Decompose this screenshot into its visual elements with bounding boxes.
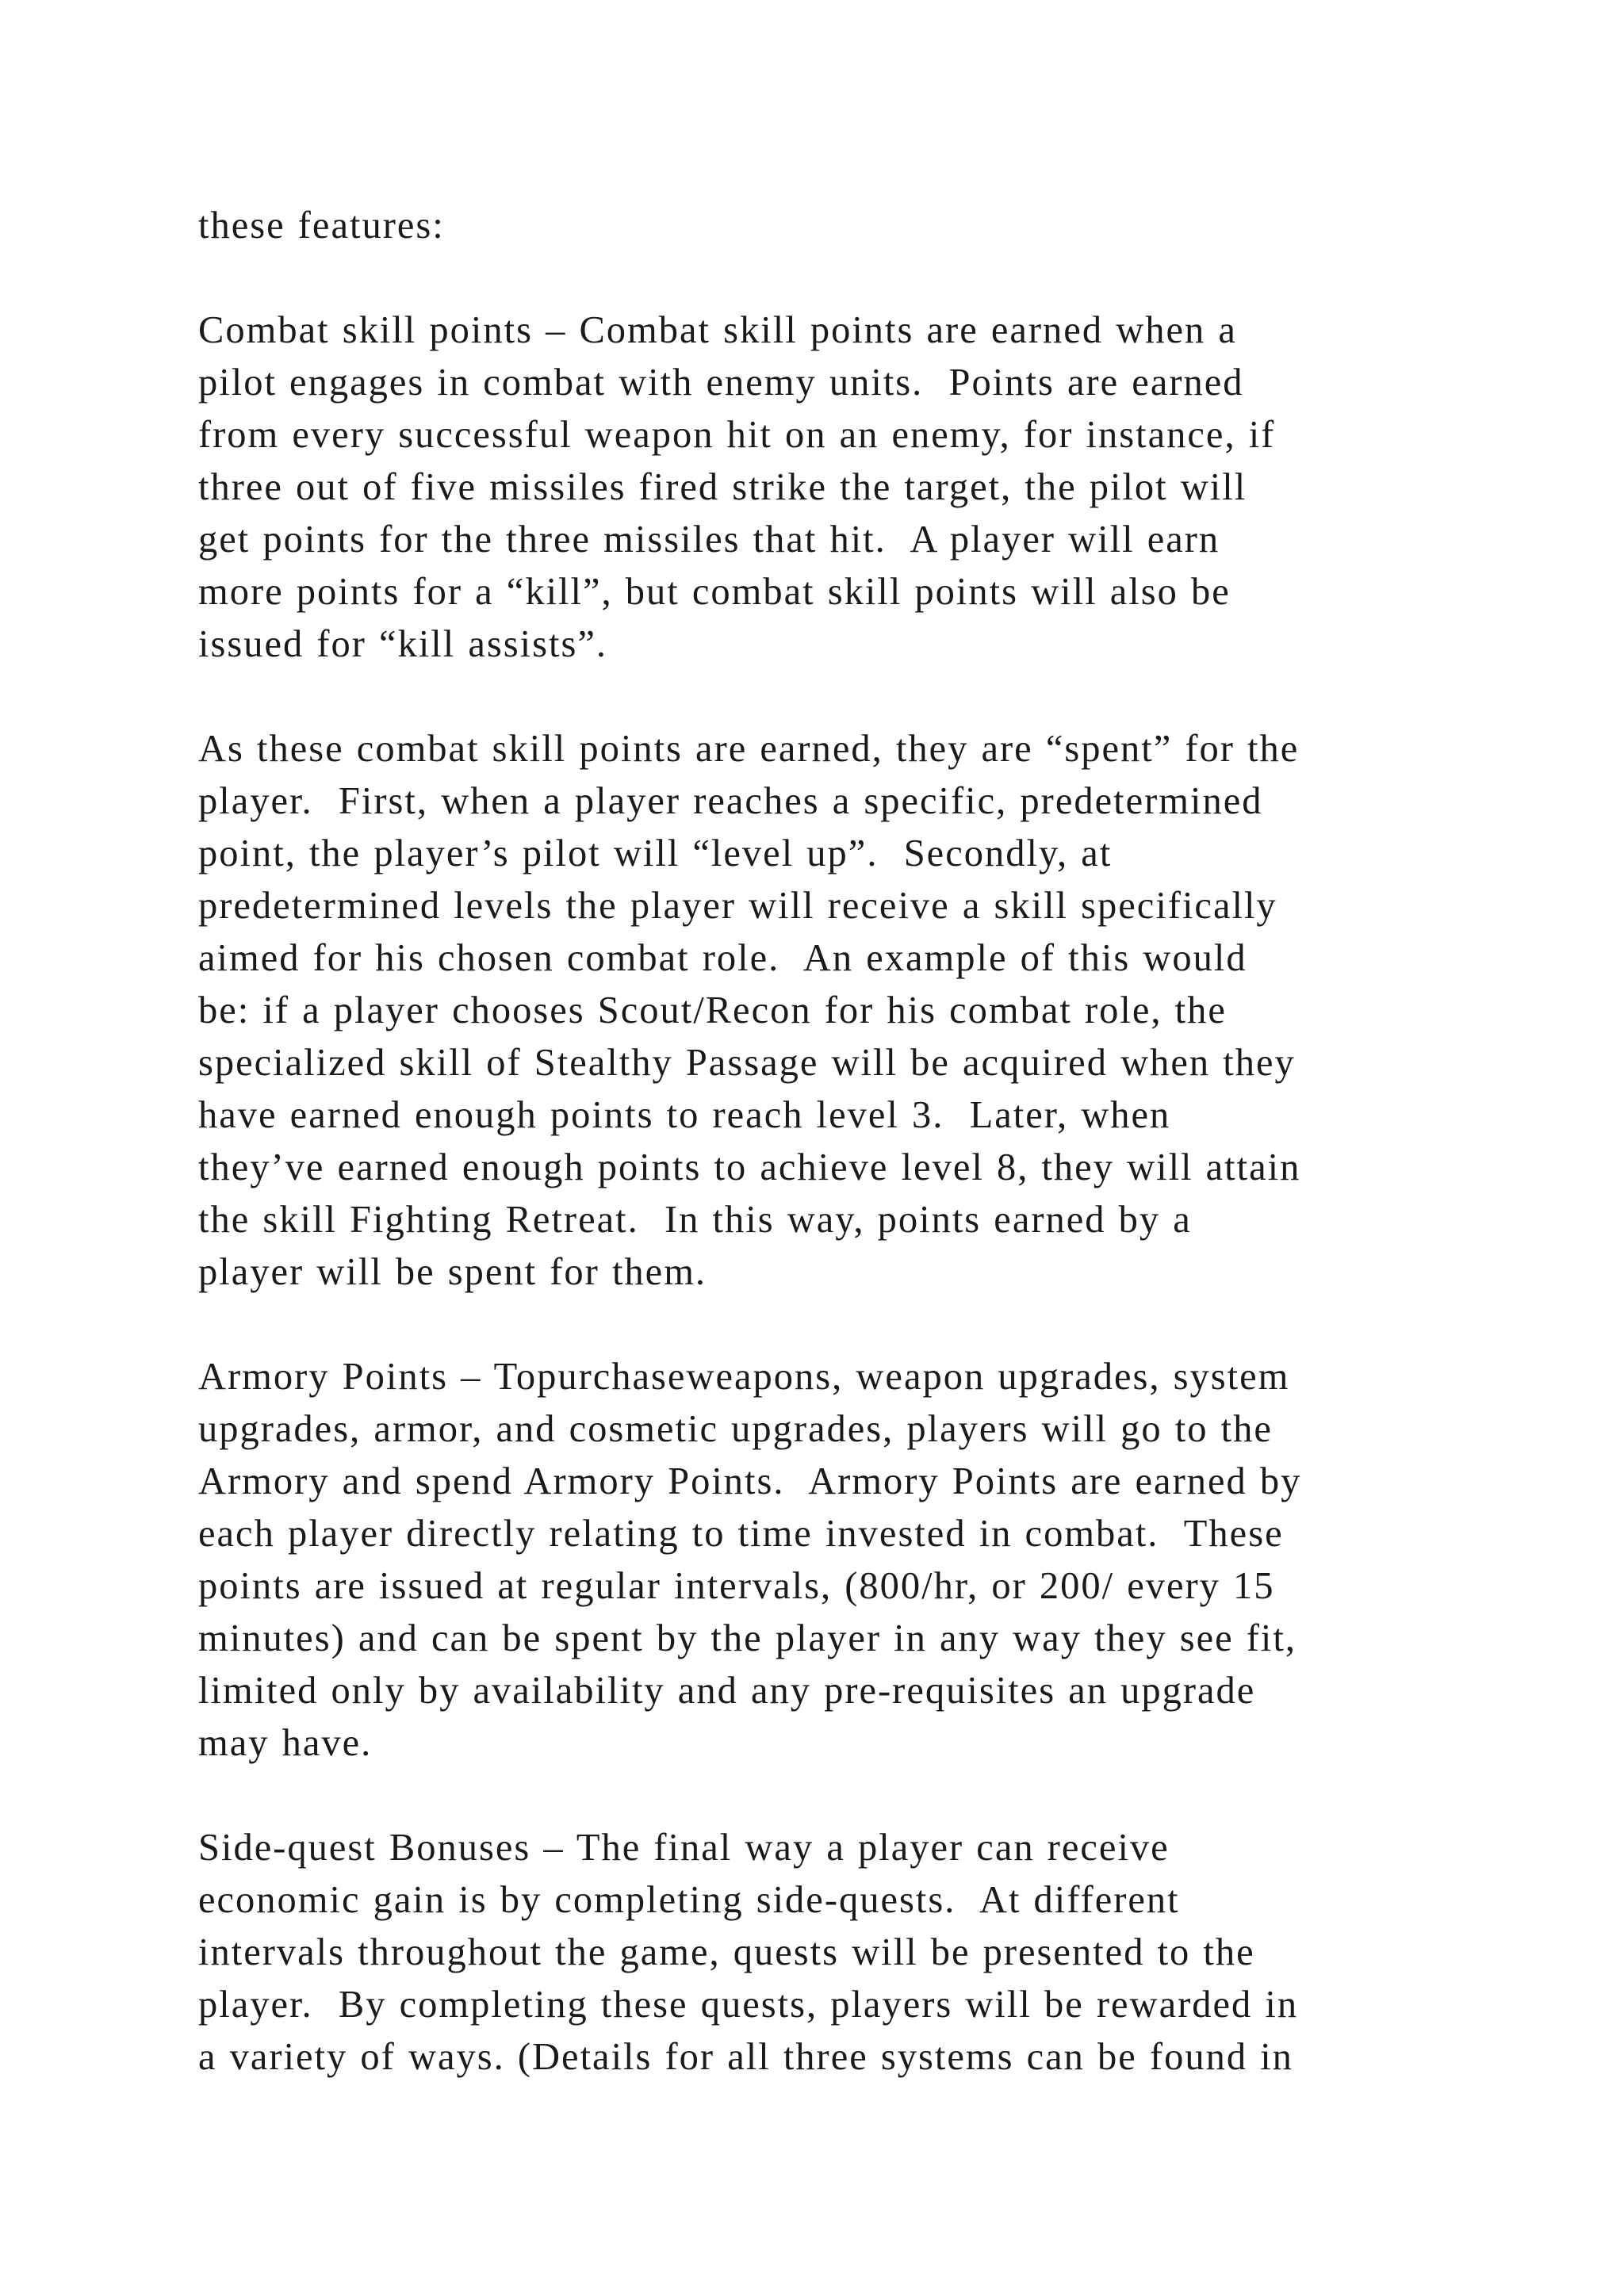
text-line: the skill Fighting Retreat. In this way, points earned by a — [198, 1199, 1192, 1241]
text-line: player. First, when a player reaches a specific, predetermined — [198, 780, 1263, 822]
text-line: player will be spent for them. — [198, 1251, 707, 1293]
paragraph-gap — [198, 252, 1546, 304]
text-line: issued for “kill assists”. — [198, 623, 608, 665]
text-line: points are issued at regular intervals, (800/hr, or 200/ every 15 — [198, 1565, 1275, 1607]
text-line: As these combat skill points are earned, they are “spent” for the — [198, 728, 1300, 770]
text-line: from every successful weapon hit on an enemy, for instance, if — [198, 414, 1276, 456]
paragraph-gap — [198, 1299, 1546, 1351]
text-line: Armory and spend Armory Points. Armory Points are earned by — [198, 1460, 1302, 1502]
text-line: these features: — [198, 205, 445, 247]
text-line: a variety of ways. (Details for all three systems can be found in — [198, 2036, 1293, 2078]
text-line: three out of five missiles fired strike the target, the pilot will — [198, 466, 1247, 508]
text-line: economic gain is by completing side-quests. At different — [198, 1879, 1180, 1921]
text-line: player. By completing these quests, players will be rewarded in — [198, 1984, 1299, 2026]
text-line: point, the player’s pilot will “level up”. Secondly, at — [198, 832, 1113, 874]
paragraph-gap — [198, 671, 1546, 723]
text-line: more points for a “kill”, but combat skill points will also be — [198, 571, 1231, 613]
text-line: Side-quest Bonuses – The final way a player can receive — [198, 1827, 1170, 1869]
text-line: intervals throughout the game, quests will be presented to the — [198, 1931, 1255, 1973]
text-line: aimed for his chosen combat role. An example of this would — [198, 937, 1247, 979]
text-line: minutes) and can be spent by the player in any way they see fit, — [198, 1617, 1297, 1659]
text-line: Combat skill points – Combat skill points are earned when a — [198, 309, 1237, 351]
text-line: predetermined levels the player will receive a skill specifically — [198, 885, 1277, 927]
body-text — [198, 200, 1546, 2084]
text-line: upgrades, armor, and cosmetic upgrades, players will go to the — [198, 1408, 1273, 1450]
text-line: get points for the three missiles that hit. A player will earn — [198, 519, 1220, 561]
text-line: may have. — [198, 1722, 373, 1764]
text-line: pilot engages in combat with enemy units. Points are earned — [198, 362, 1244, 404]
paragraph-gap — [198, 1770, 1546, 1822]
text-line: specialized skill of Stealthy Passage will be acquired when they — [198, 1042, 1296, 1084]
text-line: limited only by availability and any pre-requisites an upgrade — [198, 1670, 1256, 1712]
text-line: have earned enough points to reach level 3. Later, when — [198, 1094, 1171, 1136]
text-line: be: if a player chooses Scout/Recon for his combat role, the — [198, 989, 1227, 1031]
text-line: each player directly relating to time invested in combat. These — [198, 1513, 1284, 1555]
text-line: they’ve earned enough points to achieve level 8, they will attain — [198, 1146, 1301, 1188]
text-line: Armory Points – Topurchaseweapons, weapon upgrades, system — [198, 1356, 1290, 1398]
